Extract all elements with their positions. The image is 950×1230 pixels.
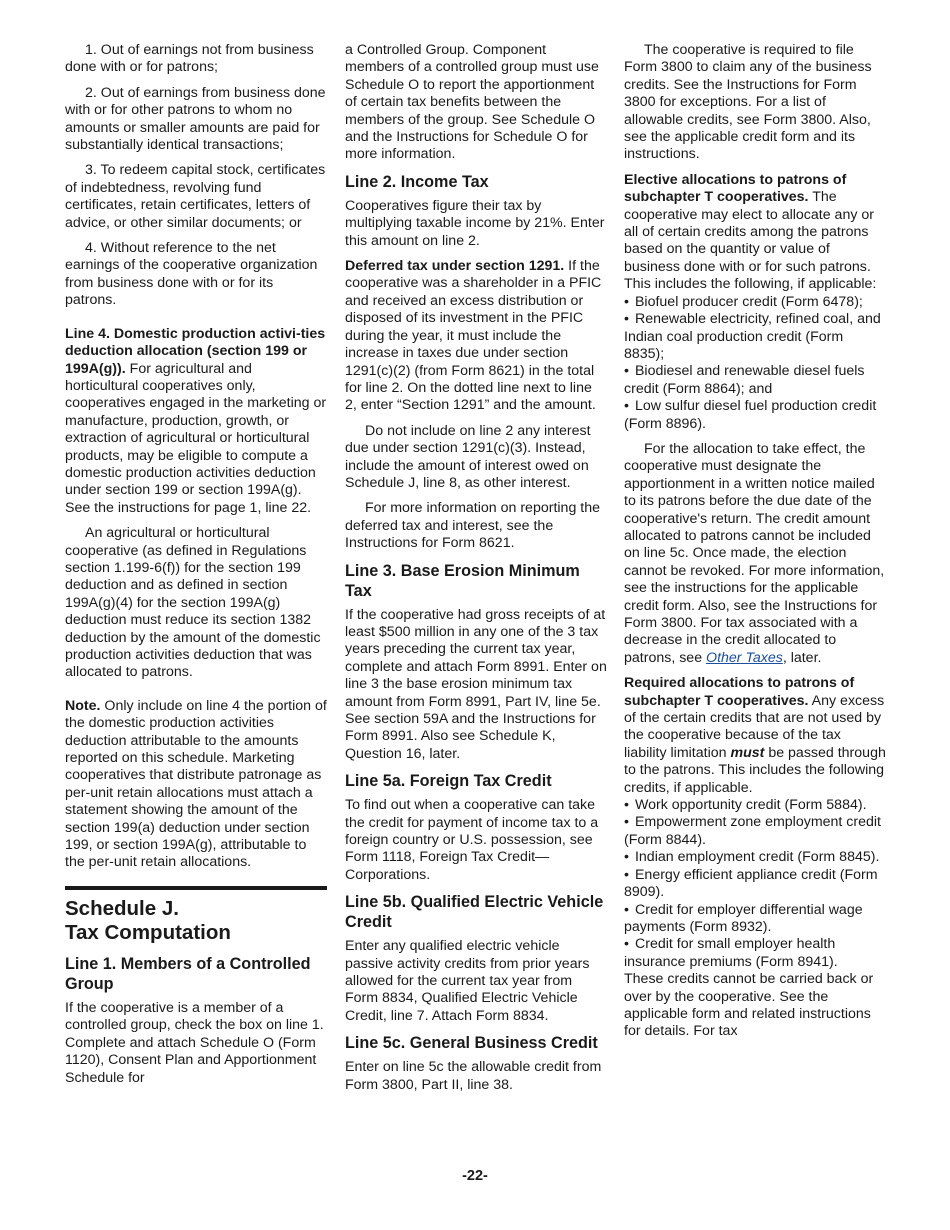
line4-paragraph-2: An agricultural or horticultural cooperative (as defined in Regulations section 1.199-6(f)) for the section 199 deduction and as defined in section 199A(g)(4) for the section 199A(g) deduction must reduce its section 1382 deduction by the amount of the domestic production activities deduction that was allocated to patrons.	[65, 525, 321, 681]
deferred-tax-paragraph-2: Do not include on line 2 any interest due under section 1291(c)(3). Instead, include the amount of interest owed on Schedule J, line 8, as other interest.	[345, 422, 591, 491]
column-2	[345, 42, 607, 1102]
list-item: • Energy efficient appliance credit (Form 8909).	[624, 866, 878, 901]
note-paragraph: Note. Only include on line 4 the portion of the domestic production activities deduction attributable to the amounts reported on this schedule. Marketing cooperatives that distribute patronage as per-unit retain allocations must attach a statement showing the amount of the section 199(a) deduction under section 199, or section 199A(g), attributable to the per-unit retain allocations.	[65, 697, 327, 871]
allocation-paragraph: For the allocation to take effect, the cooperative must designate the apportionment in a written notice mailed to its patrons before the due date of the cooperative's return. The credit amount allocated to patrons cannot be included on line 5c. Once made, the election cannot be revoked. For more information, see the instructions for the applicable credit form. Also, see the Instructions for Form 3800. For tax associated with a decrease in the credit allocated to patrons, see Other Taxes, later.	[624, 440, 885, 666]
line2-body: Cooperatives figure their tax by multiplying taxable income by 21%. Enter this amount on line 2.	[345, 197, 605, 249]
column-3	[624, 42, 886, 1049]
closing-paragraph: These credits cannot be carried back or over by the cooperative. See the applicable form and related instructions for details. For tax	[624, 971, 874, 1040]
list-item-3: 3. To redeem capital stock, certificates of indebtedness, revolving fund certificates, retain certificates, letters of advice, or other similar documents; or	[65, 162, 326, 231]
list-item: • Indian employment credit (Form 8845).	[624, 849, 880, 866]
elective-bullet-list	[624, 294, 886, 433]
deferred-tax-heading: Deferred tax under section 1291.	[345, 258, 565, 275]
line5b-body: Enter any qualified electric vehicle passive activity credits from prior years allowed for the current tax year from Form 8834, Qualified Electric Vehicle Credit, line 7. Attach Form 8834.	[345, 938, 590, 1024]
page-number: -22-	[462, 1168, 488, 1184]
deferred-tax-paragraph-3: For more information on reporting the deferred tax and interest, see the Instructions for Form 8621.	[345, 500, 600, 552]
list-item: • Low sulfur diesel fuel production credit (Form 8896).	[624, 398, 877, 432]
list-item: • Biodiesel and renewable diesel fuels credit (Form 8864); and	[624, 363, 865, 397]
line5c-body: Enter on line 5c the allowable credit from Form 3800, Part II, line 38.	[345, 1059, 602, 1093]
must-emphasis: must	[730, 744, 765, 761]
line1-body: If the cooperative is a member of a controlled group, check the box on line 1. Complete and attach Schedule O (Form 1120), Consent Plan and Apportionment Schedule for	[65, 999, 324, 1086]
line4-heading: Line 4. Domestic production activi-ties deduction allocation (section 199 or 199A(g)).	[65, 325, 326, 377]
list-item-1: 1. Out of earnings not from business done with or for patrons;	[65, 42, 314, 76]
line4-paragraph: Line 4. Domestic production activi-ties deduction allocation (section 199 or 199A(g)). For agricultural and horticultural cooperatives only, cooperatives engaged in the marketing or manufacture, production, growth, or extraction of agricultural or horticultural products, may be eligible to compute a domestic production activities deduction under section 199 or section 199A(g). See the instructions for page 1, line 22.	[65, 325, 327, 516]
line5a-heading: Line 5a. Foreign Tax Credit	[345, 772, 552, 791]
line5b-heading: Line 5b. Qualified Electric Vehicle Credit	[345, 893, 604, 932]
controlled-group-continued: a Controlled Group. Component members of a controlled group must use Schedule O to report the apportionment of certain tax benefits between the members of the group. See Schedule O and the Instructions for Schedule O for more information.	[345, 42, 599, 163]
other-taxes-link[interactable]: Other Taxes	[706, 649, 783, 666]
elective-paragraph: Elective allocations to patrons of subchapter T cooperatives. The cooperative may elect to allocate any or all of certain credits among the patrons based on the quantity or value of business done with or for such patrons. This includes the following, if applicable:	[624, 171, 877, 293]
note-label: Note.	[65, 697, 101, 714]
line1-heading: Line 1. Members of a Controlled Group	[65, 954, 311, 993]
column-1	[65, 42, 327, 1095]
list-item: • Empowerment zone employment credit (Form 8844).	[624, 814, 881, 848]
required-paragraph: Required allocations to patrons of subchapter T cooperatives. Any excess of the certain credits that are not used by the cooperative because of the tax liability limitation must be passed through to the patrons. This includes the following credits, if applicable.	[624, 675, 886, 796]
required-heading: Required allocations to patrons of subchapter T cooperatives.	[624, 675, 855, 709]
list-item: • Renewable electricity, refined coal, and Indian coal production credit (Form 8835);	[624, 311, 881, 362]
list-item-2: 2. Out of earnings from business done with or for other patrons to whom no amounts or smaller amounts are paid for substantially identical transactions;	[65, 84, 326, 154]
list-item-4: 4. Without reference to the net earnings of the cooperative organization from business done with or for its patrons.	[65, 240, 318, 309]
required-bullet-list	[624, 797, 886, 971]
line5a-body: To find out when a cooperative can take the credit for payment of income tax to a foreign country or U.S. possession, see Form 1118, Foreign Tax Credit—Corporations.	[345, 797, 599, 883]
list-item: • Credit for small employer health insurance premiums (Form 8941).	[624, 936, 838, 970]
schedule-j-title: Schedule J. Tax Computation	[65, 896, 231, 944]
line3-heading: Line 3. Base Erosion Minimum Tax	[345, 561, 580, 600]
list-item: • Credit for employer differential wage payments (Form 8932).	[624, 901, 863, 935]
deferred-tax-paragraph: Deferred tax under section 1291. If the cooperative was a shareholder in a PFIC and received an excess distribution or disposed of its investment in the PFIC during the year, it must include the increase in taxes due under section 1291(c)(2) (from Form 8621) in the total for line 2. On the dotted line next to line 2, enter “Section 1291” and the amount.	[345, 258, 602, 414]
line2-heading: Line 2. Income Tax	[345, 172, 489, 191]
section-divider	[65, 886, 327, 890]
list-item: • Biofuel producer credit (Form 6478);	[624, 293, 863, 310]
list-item: • Work opportunity credit (Form 5884).	[624, 797, 867, 814]
elective-heading: Elective allocations to patrons of subchapter T cooperatives.	[624, 171, 847, 206]
line3-body: If the cooperative had gross receipts of at least $500 million in any one of the 3 tax years preceding the current tax year, complete and attach Form 8991. Enter on line 3 the base erosion minimum tax amount from Form 8991, Part IV, line 5e. See section 59A and the Instructions for Form 8991. Also see Schedule K, Question 16, later.	[345, 606, 607, 762]
form3800-paragraph: The cooperative is required to file Form 3800 to claim any of the business credits. See the Instructions for Form 3800 for exceptions. For a list of allowable credits, see Form 3800. Also, see the applicable credit form and its instructions.	[624, 42, 872, 163]
line5c-heading: Line 5c. General Business Credit	[345, 1034, 598, 1053]
